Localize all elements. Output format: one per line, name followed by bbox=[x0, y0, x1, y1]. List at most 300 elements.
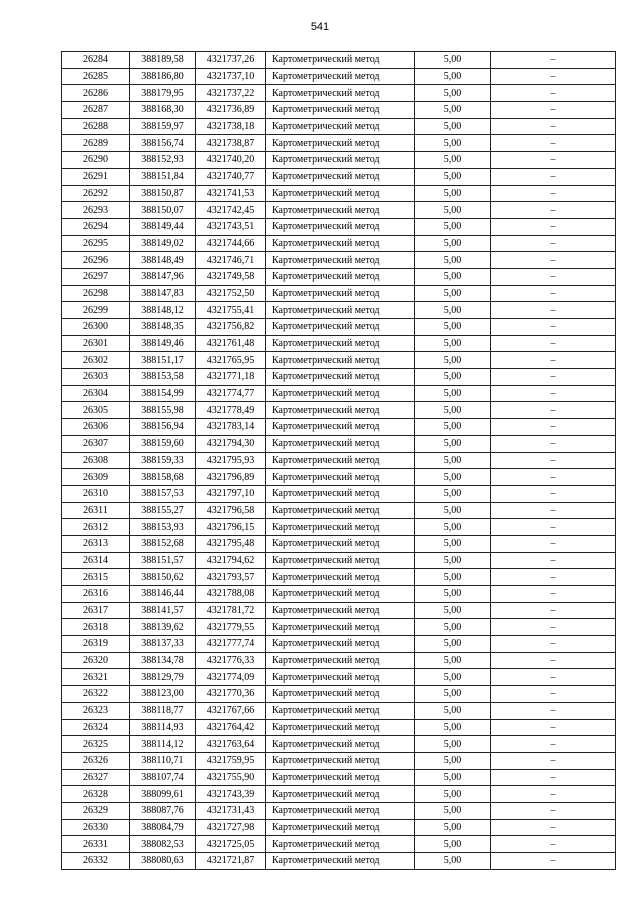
y-coordinate-cell: 4321774,09 bbox=[196, 669, 266, 686]
table-row bbox=[62, 369, 616, 386]
accuracy-cell: 5,00 bbox=[415, 786, 491, 803]
accuracy-cell: 5,00 bbox=[415, 285, 491, 302]
x-coordinate-cell: 388157,53 bbox=[130, 485, 196, 502]
y-coordinate-cell: 4321727,98 bbox=[196, 819, 266, 836]
accuracy-cell: 5,00 bbox=[415, 68, 491, 85]
description-cell: – bbox=[491, 335, 616, 352]
point-number-cell: 26329 bbox=[62, 802, 130, 819]
x-coordinate-cell: 388159,33 bbox=[130, 452, 196, 469]
page-number: 541 bbox=[310, 21, 330, 33]
point-number-cell: 26325 bbox=[62, 736, 130, 753]
x-coordinate-cell: 388179,95 bbox=[130, 85, 196, 102]
description-cell: – bbox=[491, 619, 616, 636]
y-coordinate-cell: 4321796,89 bbox=[196, 469, 266, 486]
point-number-cell: 26303 bbox=[62, 369, 130, 386]
description-cell: – bbox=[491, 319, 616, 336]
x-coordinate-cell: 388146,44 bbox=[130, 586, 196, 603]
description-cell: – bbox=[491, 168, 616, 185]
point-number-cell: 26327 bbox=[62, 769, 130, 786]
x-coordinate-cell: 388114,93 bbox=[130, 719, 196, 736]
x-coordinate-cell: 388155,98 bbox=[130, 402, 196, 419]
y-coordinate-cell: 4321740,20 bbox=[196, 152, 266, 169]
description-cell: – bbox=[491, 819, 616, 836]
method-cell: Картометрический метод bbox=[266, 369, 415, 386]
x-coordinate-cell: 388151,17 bbox=[130, 352, 196, 369]
table-row bbox=[62, 769, 616, 786]
point-number-cell: 26290 bbox=[62, 152, 130, 169]
method-cell: Картометрический метод bbox=[266, 335, 415, 352]
accuracy-cell: 5,00 bbox=[415, 118, 491, 135]
accuracy-cell: 5,00 bbox=[415, 602, 491, 619]
y-coordinate-cell: 4321737,10 bbox=[196, 68, 266, 85]
table-row bbox=[62, 569, 616, 586]
table-row bbox=[62, 168, 616, 185]
method-cell: Картометрический метод bbox=[266, 652, 415, 669]
y-coordinate-cell: 4321794,62 bbox=[196, 552, 266, 569]
table-row bbox=[62, 268, 616, 285]
x-coordinate-cell: 388147,83 bbox=[130, 285, 196, 302]
y-coordinate-cell: 4321778,49 bbox=[196, 402, 266, 419]
x-coordinate-cell: 388154,99 bbox=[130, 385, 196, 402]
y-coordinate-cell: 4321771,18 bbox=[196, 369, 266, 386]
table-row bbox=[62, 152, 616, 169]
accuracy-cell: 5,00 bbox=[415, 85, 491, 102]
accuracy-cell: 5,00 bbox=[415, 469, 491, 486]
method-cell: Картометрический метод bbox=[266, 636, 415, 653]
point-number-cell: 26298 bbox=[62, 285, 130, 302]
y-coordinate-cell: 4321767,66 bbox=[196, 702, 266, 719]
method-cell: Картометрический метод bbox=[266, 469, 415, 486]
table-row bbox=[62, 802, 616, 819]
description-cell: – bbox=[491, 569, 616, 586]
x-coordinate-cell: 388148,49 bbox=[130, 252, 196, 269]
x-coordinate-cell: 388084,79 bbox=[130, 819, 196, 836]
accuracy-cell: 5,00 bbox=[415, 752, 491, 769]
method-cell: Картометрический метод bbox=[266, 202, 415, 219]
y-coordinate-cell: 4321737,26 bbox=[196, 52, 266, 69]
description-cell: – bbox=[491, 469, 616, 486]
accuracy-cell: 5,00 bbox=[415, 636, 491, 653]
table-row bbox=[62, 819, 616, 836]
point-number-cell: 26291 bbox=[62, 168, 130, 185]
method-cell: Картометрический метод bbox=[266, 535, 415, 552]
y-coordinate-cell: 4321770,36 bbox=[196, 686, 266, 703]
point-number-cell: 26314 bbox=[62, 552, 130, 569]
y-coordinate-cell: 4321783,14 bbox=[196, 419, 266, 436]
point-number-cell: 26294 bbox=[62, 218, 130, 235]
description-cell: – bbox=[491, 118, 616, 135]
y-coordinate-cell: 4321781,72 bbox=[196, 602, 266, 619]
table-row bbox=[62, 519, 616, 536]
accuracy-cell: 5,00 bbox=[415, 652, 491, 669]
y-coordinate-cell: 4321761,48 bbox=[196, 335, 266, 352]
point-number-cell: 26324 bbox=[62, 719, 130, 736]
accuracy-cell: 5,00 bbox=[415, 819, 491, 836]
table-row bbox=[62, 385, 616, 402]
description-cell: – bbox=[491, 252, 616, 269]
x-coordinate-cell: 388159,60 bbox=[130, 435, 196, 452]
description-cell: – bbox=[491, 85, 616, 102]
method-cell: Картометрический метод bbox=[266, 619, 415, 636]
method-cell: Картометрический метод bbox=[266, 102, 415, 119]
description-cell: – bbox=[491, 736, 616, 753]
accuracy-cell: 5,00 bbox=[415, 569, 491, 586]
y-coordinate-cell: 4321774,77 bbox=[196, 385, 266, 402]
x-coordinate-cell: 388107,74 bbox=[130, 769, 196, 786]
point-number-cell: 26323 bbox=[62, 702, 130, 719]
point-number-cell: 26295 bbox=[62, 235, 130, 252]
method-cell: Картометрический метод bbox=[266, 435, 415, 452]
table-row bbox=[62, 652, 616, 669]
x-coordinate-cell: 388152,68 bbox=[130, 535, 196, 552]
y-coordinate-cell: 4321755,41 bbox=[196, 302, 266, 319]
y-coordinate-cell: 4321764,42 bbox=[196, 719, 266, 736]
table-row bbox=[62, 836, 616, 853]
table-row bbox=[62, 552, 616, 569]
accuracy-cell: 5,00 bbox=[415, 369, 491, 386]
point-number-cell: 26309 bbox=[62, 469, 130, 486]
table-row bbox=[62, 52, 616, 69]
table-row bbox=[62, 452, 616, 469]
point-number-cell: 26284 bbox=[62, 52, 130, 69]
method-cell: Картометрический метод bbox=[266, 602, 415, 619]
y-coordinate-cell: 4321755,90 bbox=[196, 769, 266, 786]
table-row bbox=[62, 469, 616, 486]
method-cell: Картометрический метод bbox=[266, 569, 415, 586]
table-row bbox=[62, 68, 616, 85]
description-cell: – bbox=[491, 836, 616, 853]
table-row bbox=[62, 85, 616, 102]
table-row bbox=[62, 719, 616, 736]
description-cell: – bbox=[491, 235, 616, 252]
method-cell: Картометрический метод bbox=[266, 719, 415, 736]
y-coordinate-cell: 4321740,77 bbox=[196, 168, 266, 185]
method-cell: Картометрический метод bbox=[266, 235, 415, 252]
y-coordinate-cell: 4321796,15 bbox=[196, 519, 266, 536]
description-cell: – bbox=[491, 802, 616, 819]
point-number-cell: 26308 bbox=[62, 452, 130, 469]
y-coordinate-cell: 4321796,58 bbox=[196, 502, 266, 519]
description-cell: – bbox=[491, 719, 616, 736]
point-number-cell: 26316 bbox=[62, 586, 130, 603]
method-cell: Картометрический метод bbox=[266, 552, 415, 569]
x-coordinate-cell: 388168,30 bbox=[130, 102, 196, 119]
accuracy-cell: 5,00 bbox=[415, 502, 491, 519]
description-cell: – bbox=[491, 602, 616, 619]
accuracy-cell: 5,00 bbox=[415, 535, 491, 552]
x-coordinate-cell: 388149,02 bbox=[130, 235, 196, 252]
point-number-cell: 26292 bbox=[62, 185, 130, 202]
table-row bbox=[62, 352, 616, 369]
method-cell: Картометрический метод bbox=[266, 118, 415, 135]
accuracy-cell: 5,00 bbox=[415, 302, 491, 319]
accuracy-cell: 5,00 bbox=[415, 202, 491, 219]
x-coordinate-cell: 388137,33 bbox=[130, 636, 196, 653]
point-number-cell: 26321 bbox=[62, 669, 130, 686]
method-cell: Картометрический метод bbox=[266, 68, 415, 85]
x-coordinate-cell: 388087,76 bbox=[130, 802, 196, 819]
accuracy-cell: 5,00 bbox=[415, 235, 491, 252]
y-coordinate-cell: 4321759,95 bbox=[196, 752, 266, 769]
method-cell: Картометрический метод bbox=[266, 385, 415, 402]
accuracy-cell: 5,00 bbox=[415, 335, 491, 352]
method-cell: Картометрический метод bbox=[266, 586, 415, 603]
y-coordinate-cell: 4321736,89 bbox=[196, 102, 266, 119]
y-coordinate-cell: 4321765,95 bbox=[196, 352, 266, 369]
method-cell: Картометрический метод bbox=[266, 752, 415, 769]
table-row bbox=[62, 485, 616, 502]
y-coordinate-cell: 4321788,08 bbox=[196, 586, 266, 603]
method-cell: Картометрический метод bbox=[266, 185, 415, 202]
x-coordinate-cell: 388189,58 bbox=[130, 52, 196, 69]
x-coordinate-cell: 388158,68 bbox=[130, 469, 196, 486]
description-cell: – bbox=[491, 452, 616, 469]
description-cell: – bbox=[491, 786, 616, 803]
description-cell: – bbox=[491, 485, 616, 502]
description-cell: – bbox=[491, 302, 616, 319]
accuracy-cell: 5,00 bbox=[415, 519, 491, 536]
accuracy-cell: 5,00 bbox=[415, 419, 491, 436]
method-cell: Картометрический метод bbox=[266, 302, 415, 319]
table-row bbox=[62, 502, 616, 519]
table-row bbox=[62, 419, 616, 436]
x-coordinate-cell: 388080,63 bbox=[130, 853, 196, 870]
point-number-cell: 26311 bbox=[62, 502, 130, 519]
point-number-cell: 26285 bbox=[62, 68, 130, 85]
x-coordinate-cell: 388151,57 bbox=[130, 552, 196, 569]
method-cell: Картометрический метод bbox=[266, 285, 415, 302]
accuracy-cell: 5,00 bbox=[415, 218, 491, 235]
description-cell: – bbox=[491, 135, 616, 152]
y-coordinate-cell: 4321738,87 bbox=[196, 135, 266, 152]
accuracy-cell: 5,00 bbox=[415, 252, 491, 269]
table-row bbox=[62, 636, 616, 653]
accuracy-cell: 5,00 bbox=[415, 402, 491, 419]
method-cell: Картометрический метод bbox=[266, 152, 415, 169]
accuracy-cell: 5,00 bbox=[415, 385, 491, 402]
point-number-cell: 26320 bbox=[62, 652, 130, 669]
description-cell: – bbox=[491, 519, 616, 536]
y-coordinate-cell: 4321738,18 bbox=[196, 118, 266, 135]
x-coordinate-cell: 388123,00 bbox=[130, 686, 196, 703]
description-cell: – bbox=[491, 369, 616, 386]
method-cell: Картометрический метод bbox=[266, 786, 415, 803]
accuracy-cell: 5,00 bbox=[415, 719, 491, 736]
table-row bbox=[62, 853, 616, 870]
accuracy-cell: 5,00 bbox=[415, 702, 491, 719]
accuracy-cell: 5,00 bbox=[415, 669, 491, 686]
point-number-cell: 26304 bbox=[62, 385, 130, 402]
table-row bbox=[62, 669, 616, 686]
description-cell: – bbox=[491, 435, 616, 452]
x-coordinate-cell: 388141,57 bbox=[130, 602, 196, 619]
accuracy-cell: 5,00 bbox=[415, 168, 491, 185]
y-coordinate-cell: 4321742,45 bbox=[196, 202, 266, 219]
accuracy-cell: 5,00 bbox=[415, 52, 491, 69]
point-number-cell: 26310 bbox=[62, 485, 130, 502]
y-coordinate-cell: 4321756,82 bbox=[196, 319, 266, 336]
description-cell: – bbox=[491, 68, 616, 85]
y-coordinate-cell: 4321743,39 bbox=[196, 786, 266, 803]
description-cell: – bbox=[491, 702, 616, 719]
description-cell: – bbox=[491, 636, 616, 653]
description-cell: – bbox=[491, 352, 616, 369]
description-cell: – bbox=[491, 419, 616, 436]
accuracy-cell: 5,00 bbox=[415, 552, 491, 569]
point-number-cell: 26319 bbox=[62, 636, 130, 653]
point-number-cell: 26301 bbox=[62, 335, 130, 352]
method-cell: Картометрический метод bbox=[266, 352, 415, 369]
x-coordinate-cell: 388186,80 bbox=[130, 68, 196, 85]
method-cell: Картометрический метод bbox=[266, 669, 415, 686]
description-cell: – bbox=[491, 502, 616, 519]
accuracy-cell: 5,00 bbox=[415, 586, 491, 603]
x-coordinate-cell: 388099,61 bbox=[130, 786, 196, 803]
description-cell: – bbox=[491, 385, 616, 402]
point-number-cell: 26287 bbox=[62, 102, 130, 119]
point-number-cell: 26296 bbox=[62, 252, 130, 269]
method-cell: Картометрический метод bbox=[266, 319, 415, 336]
table-row bbox=[62, 402, 616, 419]
accuracy-cell: 5,00 bbox=[415, 268, 491, 285]
x-coordinate-cell: 388156,94 bbox=[130, 419, 196, 436]
y-coordinate-cell: 4321779,55 bbox=[196, 619, 266, 636]
y-coordinate-cell: 4321743,51 bbox=[196, 218, 266, 235]
method-cell: Картометрический метод bbox=[266, 252, 415, 269]
method-cell: Картометрический метод bbox=[266, 218, 415, 235]
method-cell: Картометрический метод bbox=[266, 485, 415, 502]
y-coordinate-cell: 4321746,71 bbox=[196, 252, 266, 269]
accuracy-cell: 5,00 bbox=[415, 435, 491, 452]
point-number-cell: 26312 bbox=[62, 519, 130, 536]
table-row bbox=[62, 302, 616, 319]
x-coordinate-cell: 388155,27 bbox=[130, 502, 196, 519]
point-number-cell: 26286 bbox=[62, 85, 130, 102]
point-number-cell: 26328 bbox=[62, 786, 130, 803]
table-row bbox=[62, 619, 616, 636]
y-coordinate-cell: 4321777,74 bbox=[196, 636, 266, 653]
accuracy-cell: 5,00 bbox=[415, 802, 491, 819]
accuracy-cell: 5,00 bbox=[415, 185, 491, 202]
point-number-cell: 26289 bbox=[62, 135, 130, 152]
point-number-cell: 26297 bbox=[62, 268, 130, 285]
description-cell: – bbox=[491, 218, 616, 235]
description-cell: – bbox=[491, 152, 616, 169]
x-coordinate-cell: 388153,93 bbox=[130, 519, 196, 536]
method-cell: Картометрический метод bbox=[266, 519, 415, 536]
y-coordinate-cell: 4321749,58 bbox=[196, 268, 266, 285]
description-cell: – bbox=[491, 202, 616, 219]
x-coordinate-cell: 388150,62 bbox=[130, 569, 196, 586]
table-row bbox=[62, 435, 616, 452]
point-number-cell: 26288 bbox=[62, 118, 130, 135]
accuracy-cell: 5,00 bbox=[415, 352, 491, 369]
description-cell: – bbox=[491, 652, 616, 669]
method-cell: Картометрический метод bbox=[266, 452, 415, 469]
point-number-cell: 26317 bbox=[62, 602, 130, 619]
description-cell: – bbox=[491, 752, 616, 769]
description-cell: – bbox=[491, 285, 616, 302]
y-coordinate-cell: 4321731,43 bbox=[196, 802, 266, 819]
description-cell: – bbox=[491, 586, 616, 603]
point-number-cell: 26300 bbox=[62, 319, 130, 336]
y-coordinate-cell: 4321797,10 bbox=[196, 485, 266, 502]
point-number-cell: 26293 bbox=[62, 202, 130, 219]
table-row bbox=[62, 135, 616, 152]
method-cell: Картометрический метод bbox=[266, 52, 415, 69]
accuracy-cell: 5,00 bbox=[415, 853, 491, 870]
x-coordinate-cell: 388118,77 bbox=[130, 702, 196, 719]
method-cell: Картометрический метод bbox=[266, 819, 415, 836]
accuracy-cell: 5,00 bbox=[415, 485, 491, 502]
x-coordinate-cell: 388147,96 bbox=[130, 268, 196, 285]
table-row bbox=[62, 736, 616, 753]
method-cell: Картометрический метод bbox=[266, 168, 415, 185]
description-cell: – bbox=[491, 52, 616, 69]
table-row bbox=[62, 218, 616, 235]
method-cell: Картометрический метод bbox=[266, 135, 415, 152]
point-number-cell: 26299 bbox=[62, 302, 130, 319]
coordinates-table bbox=[61, 51, 616, 870]
table-row bbox=[62, 686, 616, 703]
method-cell: Картометрический метод bbox=[266, 802, 415, 819]
method-cell: Картометрический метод bbox=[266, 502, 415, 519]
point-number-cell: 26326 bbox=[62, 752, 130, 769]
description-cell: – bbox=[491, 686, 616, 703]
y-coordinate-cell: 4321795,93 bbox=[196, 452, 266, 469]
method-cell: Картометрический метод bbox=[266, 686, 415, 703]
description-cell: – bbox=[491, 102, 616, 119]
table-row bbox=[62, 786, 616, 803]
x-coordinate-cell: 388148,12 bbox=[130, 302, 196, 319]
description-cell: – bbox=[491, 769, 616, 786]
method-cell: Картометрический метод bbox=[266, 85, 415, 102]
accuracy-cell: 5,00 bbox=[415, 836, 491, 853]
y-coordinate-cell: 4321793,57 bbox=[196, 569, 266, 586]
table-row bbox=[62, 252, 616, 269]
point-number-cell: 26322 bbox=[62, 686, 130, 703]
x-coordinate-cell: 388159,97 bbox=[130, 118, 196, 135]
x-coordinate-cell: 388156,74 bbox=[130, 135, 196, 152]
table-row bbox=[62, 319, 616, 336]
x-coordinate-cell: 388153,58 bbox=[130, 369, 196, 386]
y-coordinate-cell: 4321795,48 bbox=[196, 535, 266, 552]
x-coordinate-cell: 388149,44 bbox=[130, 218, 196, 235]
accuracy-cell: 5,00 bbox=[415, 135, 491, 152]
y-coordinate-cell: 4321763,64 bbox=[196, 736, 266, 753]
accuracy-cell: 5,00 bbox=[415, 686, 491, 703]
description-cell: – bbox=[491, 185, 616, 202]
table-row bbox=[62, 586, 616, 603]
accuracy-cell: 5,00 bbox=[415, 452, 491, 469]
x-coordinate-cell: 388149,46 bbox=[130, 335, 196, 352]
description-cell: – bbox=[491, 535, 616, 552]
y-coordinate-cell: 4321737,22 bbox=[196, 85, 266, 102]
x-coordinate-cell: 388148,35 bbox=[130, 319, 196, 336]
x-coordinate-cell: 388152,93 bbox=[130, 152, 196, 169]
point-number-cell: 26315 bbox=[62, 569, 130, 586]
table-row bbox=[62, 102, 616, 119]
x-coordinate-cell: 388129,79 bbox=[130, 669, 196, 686]
method-cell: Картометрический метод bbox=[266, 836, 415, 853]
point-number-cell: 26302 bbox=[62, 352, 130, 369]
accuracy-cell: 5,00 bbox=[415, 319, 491, 336]
table-row bbox=[62, 185, 616, 202]
description-cell: – bbox=[491, 552, 616, 569]
table-row bbox=[62, 285, 616, 302]
point-number-cell: 26332 bbox=[62, 853, 130, 870]
accuracy-cell: 5,00 bbox=[415, 619, 491, 636]
